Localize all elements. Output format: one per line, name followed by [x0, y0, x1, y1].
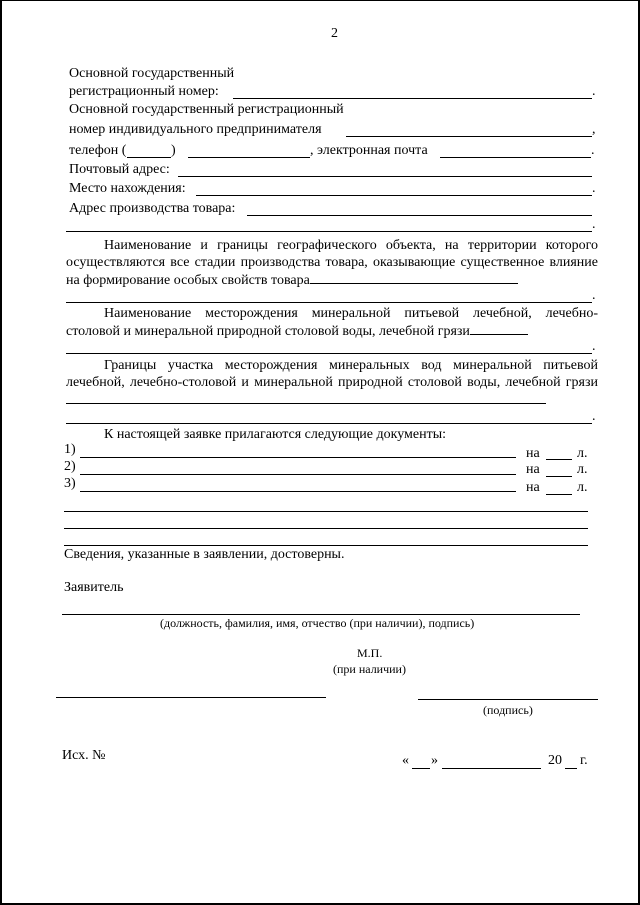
deposit-text: Наименование месторождения минеральной питьевой лечебной, лечебно-столовой и минеральной природной столовой воды, лечебной грязи — [66, 306, 598, 339]
ogrn-input-line[interactable] — [233, 98, 592, 99]
email-label: , электронная почта — [310, 143, 428, 158]
attachment-3-on: на — [526, 480, 540, 495]
deposit-input-line-2[interactable] — [66, 353, 592, 354]
phone-code-input-line[interactable] — [127, 157, 171, 158]
ogrn-label-line2: регистрационный номер: — [69, 84, 219, 99]
deposit-paragraph — [66, 305, 598, 340]
applicant-signature-line[interactable] — [62, 614, 580, 615]
date-day-input[interactable] — [412, 768, 430, 769]
date-month-input[interactable] — [442, 768, 541, 769]
postal-address-input-line[interactable] — [178, 176, 592, 177]
attachment-3-sheets-input[interactable] — [546, 494, 572, 495]
deposit-input-line[interactable] — [470, 322, 528, 335]
attachment-extra-line-3[interactable] — [64, 545, 588, 546]
attachment-3-input-line[interactable] — [80, 491, 516, 492]
production-address-input-line[interactable] — [247, 215, 592, 216]
attachment-extra-line-1[interactable] — [64, 511, 588, 512]
phone-paren: ) — [171, 143, 176, 158]
production-address-input-line-2[interactable] — [66, 231, 592, 232]
outgoing-number-label: Исх. № — [62, 748, 106, 763]
date-close-quote: » — [431, 753, 438, 768]
location-input-line[interactable] — [196, 195, 592, 196]
attachment-1-on: на — [526, 446, 540, 461]
applicant-caption: (должность, фамилия, имя, отчество (при наличии), подпись) — [160, 616, 475, 630]
boundaries-input-line[interactable] — [66, 391, 546, 404]
page-border-left — [0, 0, 2, 905]
attachment-1-sheets-label: л. — [577, 446, 588, 461]
attachment-1-sheets-input[interactable] — [546, 459, 572, 460]
attachment-2-number: 2) — [64, 459, 76, 474]
stamp-caption: (при наличии) — [333, 662, 406, 676]
boundaries-paragraph — [66, 357, 598, 409]
page-number: 2 — [331, 26, 338, 41]
postal-address-label: Почтовый адрес: — [69, 162, 170, 177]
production-end-dot: . — [592, 217, 596, 232]
attachment-1-number: 1) — [64, 442, 76, 457]
attachment-2-sheets-input[interactable] — [546, 476, 572, 477]
date-year-input[interactable] — [565, 768, 577, 769]
geo-object-input-line[interactable] — [310, 271, 518, 284]
ogrnip-label-line1: Основной государственный регистрационный — [69, 102, 344, 117]
ogrnip-end-comma: , — [592, 122, 596, 137]
email-end-dot: . — [591, 143, 595, 158]
deposit-end-dot: . — [592, 339, 596, 354]
boundaries-input-line-2[interactable] — [66, 423, 592, 424]
ogrnip-label-line2: номер индивидуального предпринимателя — [69, 122, 322, 137]
attachment-extra-line-2[interactable] — [64, 528, 588, 529]
signature-line[interactable] — [418, 699, 598, 700]
geo-object-end-dot: . — [592, 288, 596, 303]
attachment-2-sheets-label: л. — [577, 462, 588, 477]
certification-statement: Сведения, указанные в заявлении, достоверны. — [64, 547, 345, 562]
ogrn-label-line1: Основной государственный — [69, 66, 235, 81]
phone-label: телефон ( — [69, 143, 127, 158]
geo-object-paragraph — [66, 237, 598, 289]
phone-input-line[interactable] — [188, 157, 310, 158]
attachment-3-number: 3) — [64, 476, 76, 491]
boundaries-text: Границы участка месторождения минеральных вод минеральной питьевой лечебной, лечебно-столовой и минеральной природной столовой воды, лечебной грязи — [66, 358, 598, 390]
signature-caption: (подпись) — [483, 703, 533, 717]
attachment-2-input-line[interactable] — [80, 474, 516, 475]
stamp-label: М.П. — [357, 646, 383, 660]
email-input-line[interactable] — [440, 157, 591, 158]
production-address-label: Адрес производства товара: — [69, 201, 236, 216]
attachment-1-input-line[interactable] — [80, 457, 516, 458]
page-border-top — [0, 0, 640, 1]
date-year-suffix: г. — [580, 753, 588, 768]
location-end-dot: . — [592, 181, 596, 196]
attachment-2-on: на — [526, 462, 540, 477]
attachment-3-sheets-label: л. — [577, 480, 588, 495]
ogrn-end-dot: . — [592, 84, 596, 99]
geo-object-input-line-2[interactable] — [66, 302, 592, 303]
date-open-quote: « — [402, 753, 409, 768]
geo-object-text: Наименование и границы географического объекта, на территории которого осуществляются все стадии производства товара, оказывающие существенное влияние на формирование особых свойств товара — [66, 238, 598, 288]
date-year-prefix: 20 — [548, 753, 562, 768]
ogrnip-input-line[interactable] — [346, 136, 592, 137]
location-label: Место нахождения: — [69, 181, 186, 196]
applicant-label: Заявитель — [64, 580, 124, 595]
attachments-heading: К настоящей заявке прилагаются следующие документы: — [104, 427, 446, 442]
left-signature-line[interactable] — [56, 697, 326, 698]
boundaries-end-dot: . — [592, 409, 596, 424]
